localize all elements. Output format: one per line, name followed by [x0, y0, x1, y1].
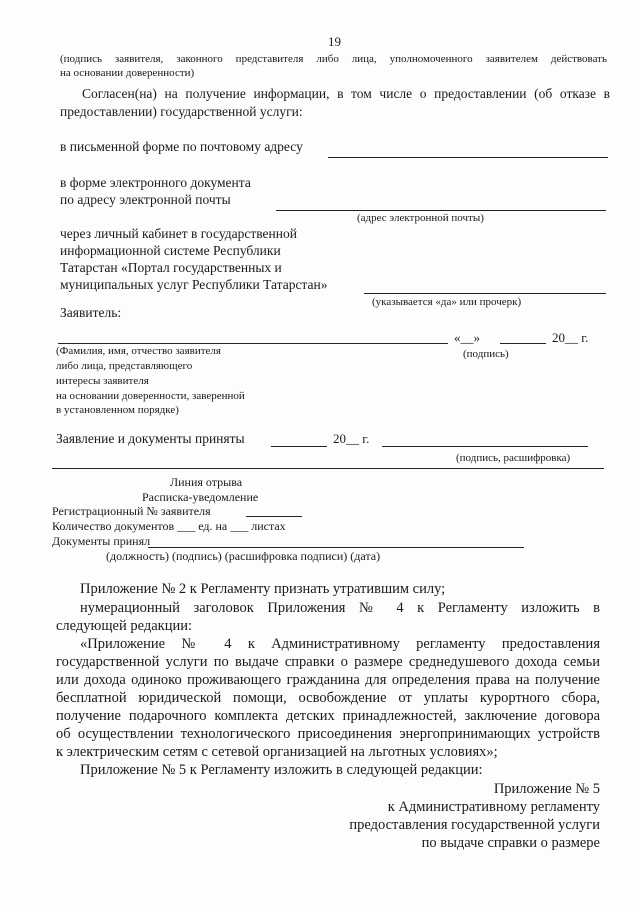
applicant-label: Заявитель:: [60, 305, 122, 320]
applicant-fio-caption-1: (Фамилия, имя, отчество заявителя: [56, 345, 221, 357]
applicant-date-quote: «__»: [454, 330, 480, 345]
page-number: 19: [328, 34, 341, 49]
body-p4: Приложение № 5 к Регламенту изложить в следующей редакции:: [80, 762, 483, 778]
signature-caption-line1: (подпись заявителя, законного представителя либо лица, уполномоченного заявителем действовать: [60, 53, 607, 65]
portal-option-line3: Татарстан «Портал государственных и: [60, 260, 282, 275]
signature-caption-line2: на основании доверенности): [60, 67, 195, 79]
receipt-accepted-field: [148, 547, 524, 548]
consent-line1: Согласен(на) на получение информации, в том числе о предоставлении (об отказе в: [82, 86, 610, 101]
body-p2-line1: нумерационный заголовок Приложения № 4 к Регламенту изложить в: [80, 600, 600, 616]
portal-option-line1: через личный кабинет в государственной: [60, 226, 297, 241]
electronic-option-line1: в форме электронного документа: [60, 175, 251, 190]
body-p3-line7: к электрическим сетям с сетевой организацией на льготных условиях»;: [56, 744, 498, 760]
electronic-option-line2: по адресу электронной почты: [60, 192, 231, 207]
applicant-sign-caption: (подпись): [463, 348, 509, 360]
applicant-year: 20__ г.: [552, 330, 589, 345]
portal-answer-field: [364, 293, 606, 294]
body-p3-line1: «Приложение № 4 к Административному регламенту предоставления: [80, 636, 600, 652]
accepted-sign-field: [382, 446, 588, 447]
appendix-line3: предоставления государственной услуги: [349, 817, 600, 833]
accepted-day-field: [271, 446, 327, 447]
body-p3-line3: или дохода одиноко проживающего гражданина для определения права на получение: [56, 672, 600, 688]
body-p2-line2: следующей редакции:: [56, 618, 193, 634]
applicant-fio-caption-4: на основании доверенности, заверенной: [56, 390, 245, 402]
applicant-month-field: [500, 343, 546, 344]
postal-address-field: [328, 157, 608, 158]
applicant-fio-field: [58, 343, 448, 344]
applicant-fio-caption-2: либо лица, представляющего: [56, 360, 193, 372]
applicant-fio-caption-5: в установленном порядке): [56, 404, 179, 416]
portal-caption: (указывается «да» или прочерк): [372, 296, 522, 308]
appendix-line2: к Административному регламенту: [387, 799, 600, 815]
accepted-label: Заявление и документы приняты: [56, 431, 245, 446]
appendix-line1: Приложение № 5: [493, 781, 600, 797]
applicant-fio-caption-3: интересы заявителя: [56, 375, 149, 387]
receipt-reg-field: [246, 516, 302, 517]
email-caption: (адрес электронной почты): [357, 212, 484, 224]
email-field: [276, 210, 606, 211]
receipt-docs-accepted: Документы принял: [52, 534, 151, 548]
receipt-title: Расписка-уведомление: [142, 490, 259, 504]
accepted-year: 20__ г.: [333, 431, 370, 446]
appendix-line4: по выдаче справки о размере: [421, 835, 600, 851]
receipt-docs-count: Количество документов ___ ед. на ___ листах: [52, 519, 286, 533]
portal-option-line4: муниципальных услуг Республики Татарстан»: [60, 277, 328, 292]
body-p3-line2: государственной услуги по выдаче справки о размере среднедушевого дохода семьи: [56, 654, 600, 670]
tear-line: [52, 468, 604, 469]
tear-line-label: Линия отрыва: [170, 475, 243, 489]
body-p1: Приложение № 2 к Регламенту признать утратившим силу;: [80, 581, 446, 597]
consent-line2: предоставлении) государственной услуги:: [60, 104, 303, 119]
accepted-caption: (подпись, расшифровка): [456, 452, 571, 464]
body-p3-line4: бесплатной юридической помощи, освобождение от уплаты курортного сбора,: [56, 690, 600, 706]
receipt-roles-caption: (должность) (подпись) (расшифровка подписи) (дата): [106, 549, 381, 563]
postal-option-label: в письменной форме по почтовому адресу: [60, 139, 303, 154]
portal-option-line2: информационной системе Республики: [60, 243, 281, 258]
body-p3-line5: получение подарочного комплекта детских принадлежностей, заключение договора: [56, 708, 600, 724]
receipt-reg-number: Регистрационный № заявителя: [52, 504, 211, 518]
body-p3-line6: об осуществлении технологического присоединения энергопринимающих устройств: [56, 726, 600, 742]
